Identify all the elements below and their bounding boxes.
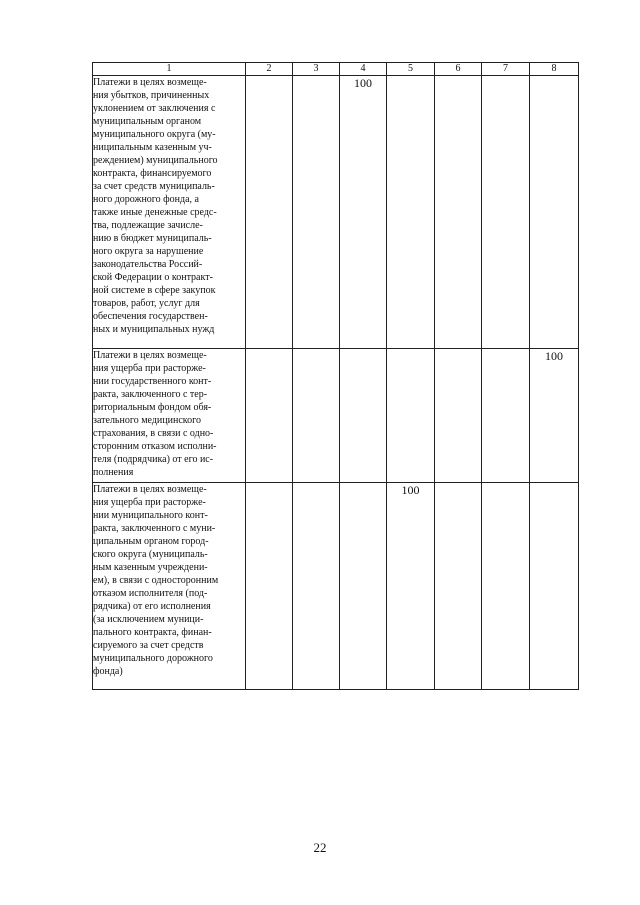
description-line: ем), в связи с односторонним bbox=[93, 575, 219, 586]
description-line: (за исключением муници- bbox=[93, 614, 204, 625]
description-line: нии государственного конт- bbox=[93, 376, 212, 387]
value-cell bbox=[482, 76, 530, 349]
description-line: сторонним отказом исполни- bbox=[93, 441, 217, 452]
value-cell bbox=[435, 349, 482, 483]
description-line: законодательства Россий- bbox=[93, 259, 203, 270]
value-cell bbox=[387, 349, 435, 483]
description-line: ской Федерации о контракт- bbox=[93, 272, 213, 283]
row-description bbox=[93, 349, 246, 483]
description-line: риториальным фондом обя- bbox=[93, 402, 212, 413]
value-cell bbox=[246, 349, 293, 483]
description-line: ракта, заключенного с тер- bbox=[93, 389, 208, 400]
description-line: ния убытков, причиненных bbox=[93, 90, 210, 101]
description-line: пального контракта, финан- bbox=[93, 627, 212, 638]
column-header-5: 5 bbox=[387, 63, 435, 76]
column-header-8: 8 bbox=[530, 63, 579, 76]
value-cell bbox=[530, 483, 579, 690]
value-cell bbox=[387, 76, 435, 349]
page-number: 22 bbox=[313, 840, 327, 855]
description-line: уклонением от заключения с bbox=[93, 103, 216, 114]
value-cell bbox=[293, 76, 340, 349]
description-line: муниципального округа (му- bbox=[93, 129, 216, 140]
value-cell bbox=[246, 76, 293, 349]
description-line: за счет средств муниципаль- bbox=[93, 181, 215, 192]
table-row bbox=[93, 76, 579, 349]
description-line: контракта, финансируемого bbox=[93, 168, 212, 179]
description-line: сируемого за счет средств bbox=[93, 640, 204, 651]
value-cell bbox=[340, 483, 387, 690]
description-line: ного округа за нарушение bbox=[93, 246, 204, 257]
description-line: рядчика) от его исполнения bbox=[93, 601, 211, 612]
description-line: также иные денежные средс- bbox=[93, 207, 217, 218]
budget-table bbox=[92, 62, 579, 690]
description-line: ного дорожного фонда, а bbox=[93, 194, 199, 205]
description-line: фонда) bbox=[93, 666, 123, 677]
column-header-1: 1 bbox=[93, 63, 246, 76]
description-line: тва, подлежащие зачисле- bbox=[93, 220, 203, 231]
description-line: ных и муниципальных нужд bbox=[93, 324, 215, 335]
description-line: Платежи в целях возмеще- bbox=[93, 350, 207, 361]
value-cell bbox=[246, 483, 293, 690]
description-line: ния ущерба при расторже- bbox=[93, 497, 206, 508]
description-line: ной системе в сфере закупок bbox=[93, 285, 216, 296]
description-line: муниципального дорожного bbox=[93, 653, 213, 664]
description-line: ным казенным учреждени- bbox=[93, 562, 208, 573]
description-line: зательного медицинского bbox=[93, 415, 201, 426]
column-header-6: 6 bbox=[435, 63, 482, 76]
value-cell: 100 bbox=[340, 76, 387, 349]
table-row bbox=[93, 349, 579, 483]
description-line: обеспечения государствен- bbox=[93, 311, 208, 322]
value-cell bbox=[482, 483, 530, 690]
description-line: нию в бюджет муниципаль- bbox=[93, 233, 212, 244]
value-cell: 100 bbox=[530, 349, 579, 483]
description-line: ниципальным казенным уч- bbox=[93, 142, 212, 153]
description-line: ния ущерба при расторже- bbox=[93, 363, 206, 374]
row-description bbox=[93, 76, 246, 349]
description-line: товаров, работ, услуг для bbox=[93, 298, 200, 309]
row-description bbox=[93, 483, 246, 690]
description-line: Платежи в целях возмеще- bbox=[93, 484, 207, 495]
value-cell: 100 bbox=[387, 483, 435, 690]
description-line: отказом исполнителя (под- bbox=[93, 588, 208, 599]
description-line: нии муниципального конт- bbox=[93, 510, 208, 521]
description-line: муниципальным органом bbox=[93, 116, 202, 127]
value-cell bbox=[293, 483, 340, 690]
value-cell bbox=[340, 349, 387, 483]
column-header-3: 3 bbox=[293, 63, 340, 76]
column-header-7: 7 bbox=[482, 63, 530, 76]
description-line: ракта, заключенного с муни- bbox=[93, 523, 216, 534]
description-line: Платежи в целях возмеще- bbox=[93, 77, 207, 88]
value-cell bbox=[435, 76, 482, 349]
description-line: полнения bbox=[93, 467, 134, 478]
column-header-2: 2 bbox=[246, 63, 293, 76]
description-line: ципальным органом город- bbox=[93, 536, 209, 547]
header-row bbox=[93, 63, 579, 76]
description-line: теля (подрядчика) от его ис- bbox=[93, 454, 214, 465]
column-header-4: 4 bbox=[340, 63, 387, 76]
value-cell bbox=[482, 349, 530, 483]
table-row bbox=[93, 483, 579, 690]
value-cell bbox=[293, 349, 340, 483]
value-cell bbox=[435, 483, 482, 690]
description-line: ского округа (муниципаль- bbox=[93, 549, 208, 560]
value-cell bbox=[530, 76, 579, 349]
description-line: страхования, в связи с одно- bbox=[93, 428, 214, 439]
description-line: реждением) муниципального bbox=[93, 155, 218, 166]
